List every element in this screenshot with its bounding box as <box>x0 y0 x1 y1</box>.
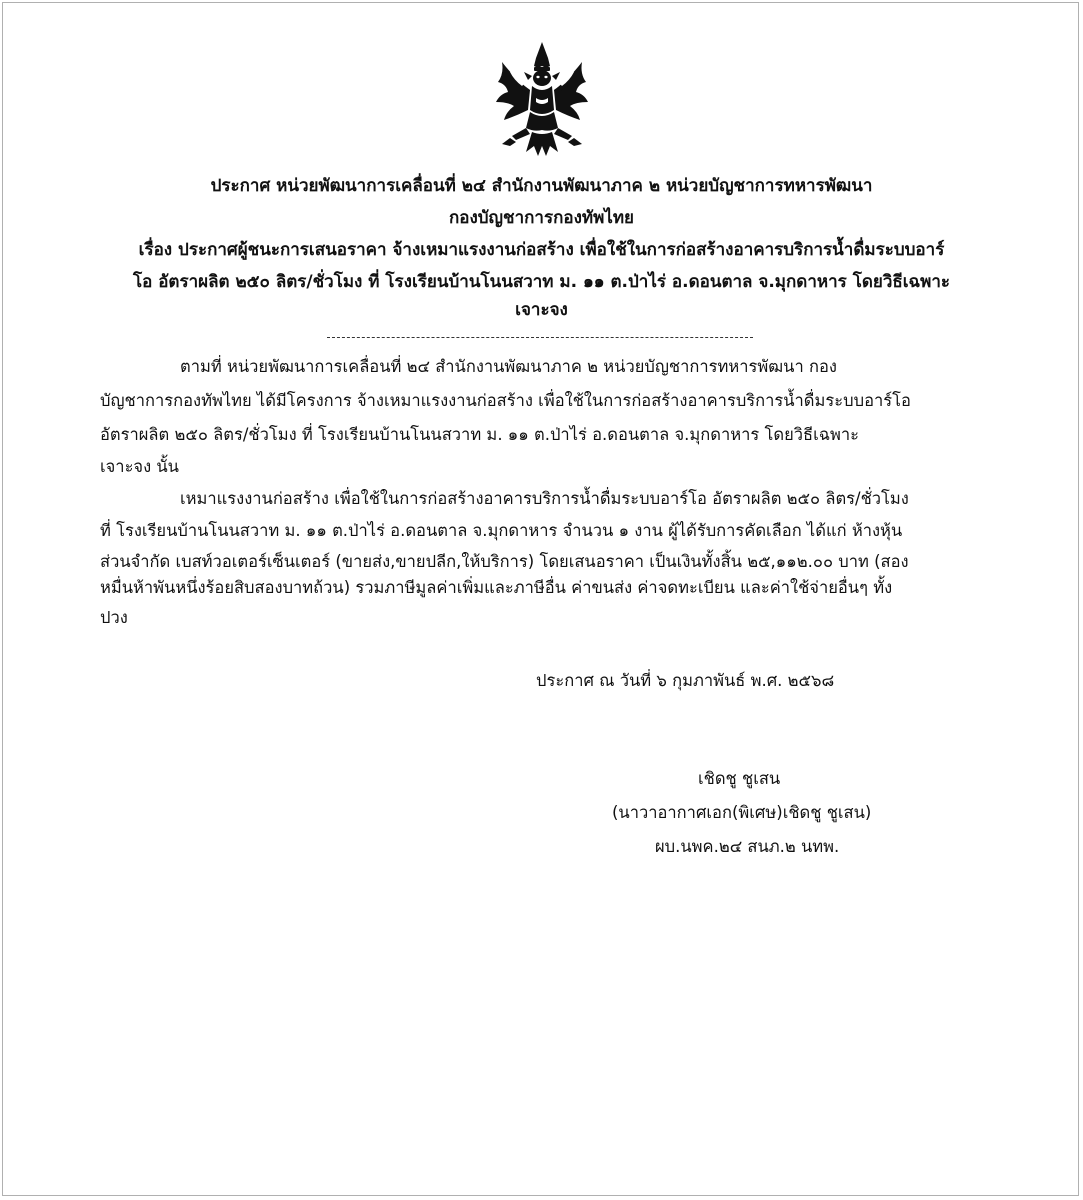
paragraph-2-line-5: ปวง <box>100 608 128 627</box>
paragraph-1-line-1: ตามที่ หน่วยพัฒนาการเคลื่อนที่ ๒๔ สำนักงานพัฒนาภาค ๒ หน่วยบัญชาการทหารพัฒนา กอง <box>180 357 837 376</box>
dashed-separator <box>327 337 753 338</box>
garuda-emblem-icon <box>488 40 596 160</box>
signer-position: ผบ.นพค.๒๔ สนภ.๒ นทพ. <box>655 837 840 856</box>
heading-line-2: กองบัญชาการกองทัพไทย <box>448 208 635 228</box>
paragraph-2-line-2: ที่ โรงเรียนบ้านโนนสวาท ม. ๑๑ ต.ป่าไร่ อ.ดอนตาล จ.มุกดาหาร จำนวน ๑ งาน ผู้ได้รับการคัดเลือก ได้แก่ ห้างหุ้น <box>100 521 903 540</box>
heading-line-1: ประกาศ หน่วยพัฒนาการเคลื่อนที่ ๒๔ สำนักงานพัฒนาภาค ๒ หน่วยบัญชาการทหารพัฒนา <box>210 176 873 196</box>
paragraph-1-line-2: บัญชาการกองทัพไทย ได้มีโครงการ จ้างเหมาแรงงานก่อสร้าง เพื่อใช้ในการก่อสร้างอาคารบริการน้ำดื่มระบบอาร์โอ <box>100 391 911 410</box>
paragraph-1-line-3: อัตราผลิต ๒๕๐ ลิตร/ชั่วโมง ที่ โรงเรียนบ้านโนนสวาท ม. ๑๑ ต.ป่าไร่ อ.ดอนตาล จ.มุกดาหาร โดยวิธีเฉพาะ <box>100 425 859 444</box>
heading-line-4: โอ อัตราผลิต ๒๕๐ ลิตร/ชั่วโมง ที่ โรงเรียนบ้านโนนสวาท ม. ๑๑ ต.ป่าไร่ อ.ดอนตาล จ.มุกดาหาร โดยวิธีเฉพาะ <box>132 272 951 292</box>
paragraph-1-line-4: เจาะจง นั้น <box>100 457 179 476</box>
heading-line-5: เจาะจง <box>515 300 568 320</box>
signer-name: (นาวาอากาศเอก(พิเศษ)เชิดชู ชูเสน) <box>612 803 872 822</box>
paragraph-2-line-3: ส่วนจำกัด เบสท์วอเตอร์เซ็นเตอร์ (ขายส่ง,ขายปลีก,ให้บริการ) โดยเสนอราคา เป็นเงินทั้งสิ้น ๒๕,๑๑๒.๐๐ บาท (สอง <box>100 552 909 571</box>
signature: เชิดชู ชูเสน <box>698 769 781 788</box>
heading-line-3: เรื่อง ประกาศผู้ชนะการเสนอราคา จ้างเหมาแรงงานก่อสร้าง เพื่อใช้ในการก่อสร้างอาคารบริการน้ำดื่มระบบอาร์ <box>138 240 945 260</box>
paragraph-2-line-4: หมื่นห้าพันหนึ่งร้อยสิบสองบาทถ้วน) รวมภาษีมูลค่าเพิ่มและภาษีอื่น ค่าขนส่ง ค่าจดทะเบียน และค่าใช้จ่ายอื่นๆ ทั้ง <box>100 578 893 597</box>
paragraph-2-line-1: เหมาแรงงานก่อสร้าง เพื่อใช้ในการก่อสร้างอาคารบริการน้ำดื่มระบบอาร์โอ อัตราผลิต ๒๕๐ ลิตร/ชั่วโมง <box>180 489 909 508</box>
announcement-date: ประกาศ ณ วันที่ ๖ กุมภาพันธ์ พ.ศ. ๒๕๖๘ <box>536 671 835 690</box>
